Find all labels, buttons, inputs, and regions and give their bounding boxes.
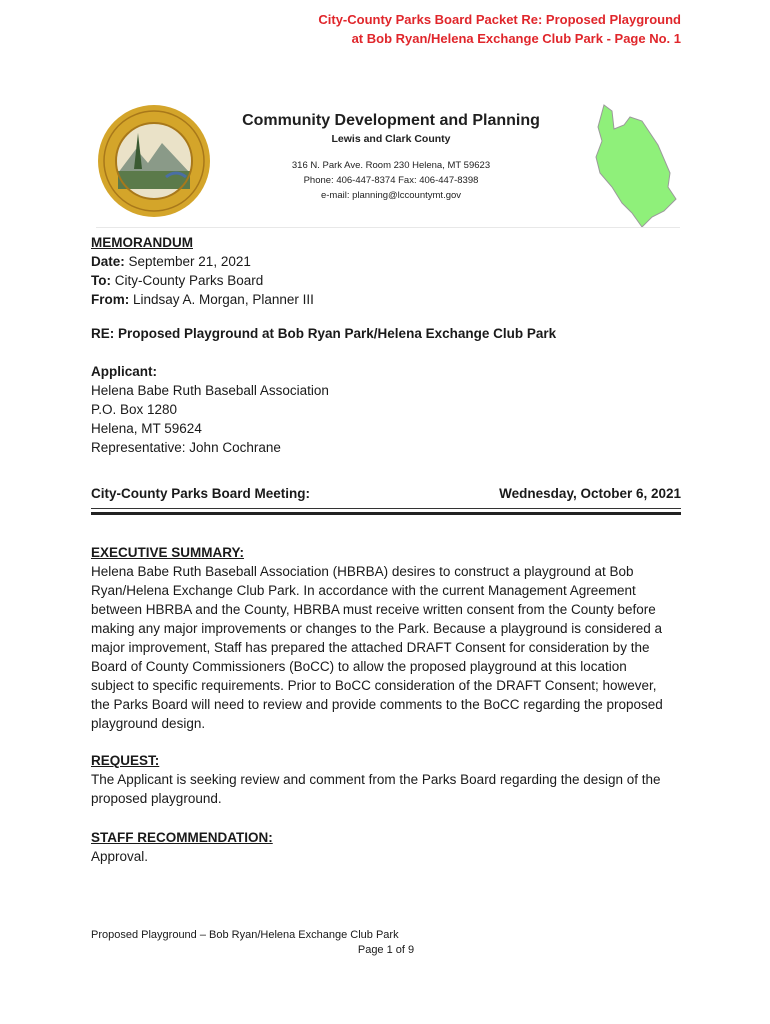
meeting-rule-thick bbox=[91, 512, 681, 515]
summary-line: the Parks Board will need to review and provide comments to the BoCC regarding the proposed bbox=[91, 697, 663, 712]
memo-from bbox=[91, 290, 681, 309]
memo-to-value: City-County Parks Board bbox=[111, 273, 264, 288]
applicant-heading: Applicant: bbox=[91, 364, 157, 379]
summary-line: Helena Babe Ruth Baseball Association (HBRBA) desires to construct a playground at Bob bbox=[91, 564, 634, 579]
letterhead bbox=[96, 95, 680, 230]
packet-header bbox=[161, 10, 681, 48]
page-footer bbox=[91, 928, 681, 958]
memo-heading: MEMORANDUM bbox=[91, 235, 193, 250]
staff-recommendation-heading: STAFF RECOMMENDATION: bbox=[91, 830, 273, 845]
letterhead-phone: Phone: 406-447-8374 Fax: 406-447-8398 bbox=[303, 175, 479, 186]
meeting-row bbox=[91, 484, 681, 503]
letterhead-address: 316 N. Park Ave. Room 230 Helena, MT 59623 bbox=[291, 160, 491, 171]
memo-date-label: Date: bbox=[91, 254, 125, 269]
letterhead-title: Community Development and Planning bbox=[242, 112, 540, 129]
letterhead-divider bbox=[96, 227, 680, 228]
footer-page-number: Page 1 of 9 bbox=[357, 944, 415, 956]
request-heading: REQUEST: bbox=[91, 753, 160, 768]
memo-to-label: To: bbox=[91, 273, 111, 288]
memo-block bbox=[91, 233, 681, 309]
letterhead-text bbox=[216, 95, 566, 203]
packet-header-line2: at Bob Ryan/Helena Exchange Club Park - Page No. 1 bbox=[351, 31, 681, 46]
request bbox=[91, 751, 681, 808]
applicant-name: Helena Babe Ruth Baseball Association bbox=[91, 383, 329, 398]
applicant-representative: Representative: John Cochrane bbox=[91, 440, 281, 455]
packet-header-line1: City-County Parks Board Packet Re: Proposed Playground bbox=[318, 12, 681, 27]
county-map-icon bbox=[592, 99, 680, 229]
memo-re: RE: Proposed Playground at Bob Ryan Park/Helena Exchange Club Park bbox=[91, 326, 557, 341]
letterhead-contact bbox=[216, 158, 566, 203]
letterhead-email: e-mail: planning@lccountymt.gov bbox=[320, 190, 462, 201]
executive-summary bbox=[91, 543, 681, 733]
memo-from-label: From: bbox=[91, 292, 130, 307]
summary-line: major improvement, Staff has prepared the attached DRAFT Consent for consideration by the bbox=[91, 640, 650, 655]
executive-summary-heading: EXECUTIVE SUMMARY: bbox=[91, 545, 245, 560]
letterhead-subtitle: Lewis and Clark County bbox=[331, 133, 451, 145]
summary-line: between HBRBA and the County, HBRBA must receive written consent from the County before bbox=[91, 602, 656, 617]
summary-line: Board of County Commissioners (BoCC) to allow the proposed playground at this location bbox=[91, 659, 627, 674]
applicant-city: Helena, MT 59624 bbox=[91, 421, 202, 436]
applicant-box: P.O. Box 1280 bbox=[91, 402, 178, 417]
summary-line: Ryan/Helena Exchange Club Park. In accordance with the current Management Agreement bbox=[91, 583, 636, 598]
request-line: The Applicant is seeking review and comment from the Parks Board regarding the design of the bbox=[91, 772, 661, 787]
meeting-date: Wednesday, October 6, 2021 bbox=[499, 486, 681, 501]
summary-line: making any major improvements or changes to the Park. Because a playground is considered a bbox=[91, 621, 663, 636]
memo-date-value: September 21, 2021 bbox=[124, 254, 251, 269]
meeting-rule-thin bbox=[91, 508, 681, 509]
memo-date bbox=[91, 252, 681, 271]
county-seal-icon bbox=[96, 103, 212, 219]
staff-recommendation bbox=[91, 828, 681, 866]
memo-to bbox=[91, 271, 681, 290]
footer-title: Proposed Playground – Bob Ryan/Helena Exchange Club Park bbox=[91, 929, 399, 941]
executive-summary-text bbox=[91, 562, 681, 733]
request-line: proposed playground. bbox=[91, 791, 222, 806]
meeting-label: City-County Parks Board Meeting: bbox=[91, 486, 311, 501]
summary-line: playground design. bbox=[91, 716, 206, 731]
applicant-block bbox=[91, 362, 681, 457]
memo-from-value: Lindsay A. Morgan, Planner III bbox=[129, 292, 314, 307]
staff-recommendation-text: Approval. bbox=[91, 849, 149, 864]
summary-line: subject to specific requirements. Prior to BoCC consideration of the DRAFT Consent; however, bbox=[91, 678, 657, 693]
